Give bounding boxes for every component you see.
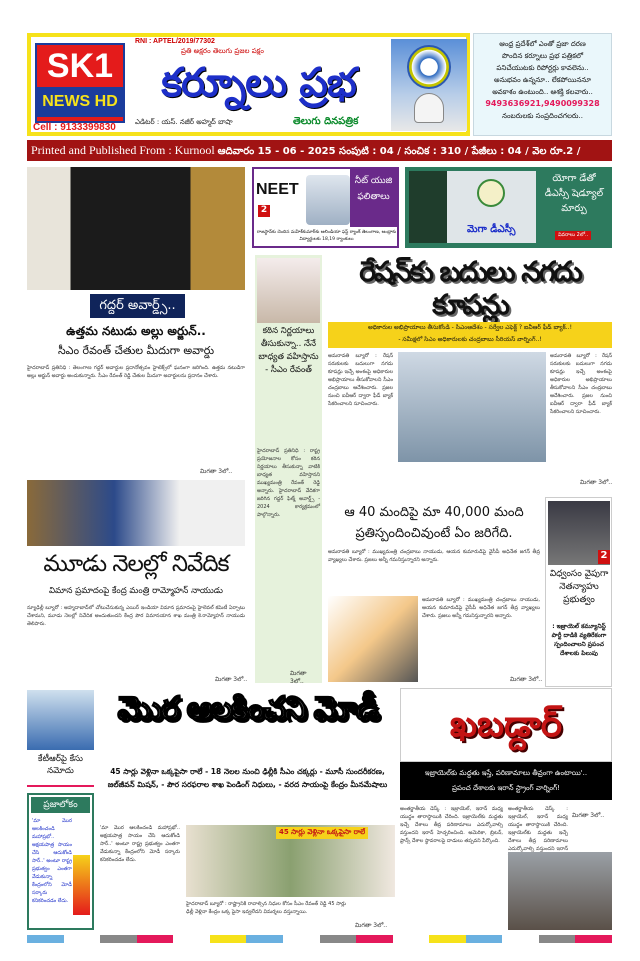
modi-subhead: 45 సార్లు వెళ్లినా ఒక్కపైసా రాలే - 18 నెలల నుంచి ఢిల్లీకి సీఎం చక్కర్లు - మూసీ సుందరీకరణ, జల్‌జీవన్ మిషన్, - పౌర సరఫరాల శాఖ పెండింగ్ నిధులు, - వరద సాయంపై కేంద్రం మీనమేషాలు xyxy=(107,767,388,789)
ration-body-col2: అమరావతి బ్యూరో : రేషన్ సరుకులకు బదులుగా నగదు కూపన్లు ఇచ్చే అంశంపై అధికారుల అభిప్రాయాలు తీసుకోవాలని సీఎం చంద్రబాబు ఆదేశించారు. ప్రజల నుంచి ఐవీఆర్ ద్వారా ఫీడ్ బ్యాక్ సేకరించాలని సూచించారు. xyxy=(550,353,612,415)
photo-banner: 45 సార్లు వెళ్లినా ఒక్కపైసా రాలే xyxy=(276,827,368,839)
report-subhead: విమాన ప్రమాదంపై కేంద్ర మంత్రి రామ్మోహన్ నాయుడు xyxy=(48,586,224,596)
revanth-body: హైదరాబాద్ ప్రతినిధి : రాష్ట్ర ప్రయోజనాల కోసం కఠిన నిర్ణయాలు తీసుకున్నా వాటికి బాధ్యత వహిస్తానని ముఖ్యమంత్రి రేవంత్ రెడ్డి అన్నారు. హైదరాబాద్ వేదికగా జరిగిన గద్దర్ ఫిల్మ్ అవార్డ్స్ - 2024 కార్యక్రమంలో పాల్గొన్నారు. xyxy=(257,448,320,518)
recruitment-ad xyxy=(473,33,612,136)
ad-phones: 9493636921,9490099328 xyxy=(485,99,600,108)
khabaddar-body: అంతర్జాతీయ డెస్క్ : ఇజ్రాయెల్, ఇరాన్ మధ్య యుద్ధం తారాస్థాయికి చేరింది. ఇజ్రాయెల్‌కు మద్దతు ఇచ్చే దేశాలు తీవ్ర పరిణామాలు ఎదుర్కోవాల్సి వస్తుందని ఇరాన్ హెచ్చరించింది. అమెరికా, బ్రిటన్, ఫ్రాన్స్ దేశాల స్థావరాలపై దాడులు తప్పవని పేర్కొంది. xyxy=(400,806,503,844)
dsc-title: యోగా డేతో డీఎస్సీ షెడ్యూల్ మార్పు xyxy=(544,173,604,214)
continued-link[interactable]: మిగతా 3లో.. xyxy=(355,922,388,929)
ration-sub-2: - సమీక్షలో సిఎం అధికారులకు చంద్రబాబు సీరియస్ వార్నింగ్..! xyxy=(398,336,542,343)
ad-closing: నంబరులకు సంప్రదించగలరు.. xyxy=(502,112,583,120)
editor-name: ఎడిటర్ : యస్. నజీర్ అహ్మద్ బాషా xyxy=(135,118,233,126)
ad-line: ఆంధ్ర ప్రదేశ్‌లో ఎంతో ప్రజా దరణ xyxy=(499,40,586,48)
ad-line: పొందిన కర్నూలు ప్రభ పత్రికలో xyxy=(501,52,584,60)
ad-line: పనిచేయుటకు రిపోర్టర్లు కావలెను.. xyxy=(496,64,589,72)
netanyahu-headline: విధ్వంసం వైపుగా నెతన్యాహు ప్రభుత్వం xyxy=(549,569,609,605)
ration-subhead xyxy=(328,322,612,348)
seal-icon xyxy=(407,45,451,89)
press-conference-photo xyxy=(27,480,245,546)
stethoscope-image xyxy=(306,175,350,225)
prajalokam-box xyxy=(27,793,94,930)
divider xyxy=(27,785,94,787)
sk1-news-logo xyxy=(35,43,125,123)
issue-details: ఆదివారం 15 - 06 - 2025 సంపుటి : 04 / సంచిక : 310 / పేజీలు : 04 / వెల రూ.2 / xyxy=(217,146,581,157)
ration-headline: రేషన్‌కు బదులు నగదు కూపన్లు xyxy=(359,255,581,321)
gaddar-body: హైదరాబాద్ ప్రతినిధి : తెలంగాణ గద్దర్ అవార్డుల ప్రదానోత్సవం హైటెక్స్‌లో ఘనంగా జరిగింది. ఉత్తమ నటుడిగా అల్లు అర్జున్ అవార్డు అందుకున్నారు. సీఎం రేవంత్ రెడ్డి చేతుల మీదుగా అవార్డులను ప్రదానం చేశారు. xyxy=(27,365,245,379)
forty-headline-1: ఆ 40 మందిపై మా 40,000 మంది xyxy=(344,505,524,520)
continued-link[interactable]: మిగతా 3లో.. xyxy=(510,676,543,683)
neet-title: నీట్ యుజి ఫలితాలు xyxy=(350,169,397,227)
khabaddar-subhead xyxy=(400,762,612,800)
ap-emblem-icon xyxy=(477,179,505,207)
forty-body-col2: అమరావతి బ్యూరో : ముఖ్యమంత్రి చంద్రబాబు నాయుడు, ఆయన కుమారుడిపై వైసీపీ అధినేత జగన్ తీవ్ర వ్యాఖ్యలు చేశారు. ప్రజలు అన్నీ గమనిస్తున్నారని అన్నారు. xyxy=(422,597,540,619)
prajalokam-body: 'మా మొర ఆలకించండి మహాప్రభో.. అక్షయపాత్ర సాయం చేసి ఆదుకోండి సార్..' అంటూ రాష్ట్ర ప్రభుత్వం ఎంతగా వేడుకున్నా కేంద్రంలోని మోడీ సర్కారు కనికరించడం లేదు. xyxy=(32,818,72,904)
prajalokam-title: ప్రజాలోకం xyxy=(31,797,90,813)
continued-link[interactable]: మిగతా 3లో.. xyxy=(200,468,233,475)
report-headline: మూడు నెలల్లో నివేదిక xyxy=(43,551,229,577)
mega-dsc-box xyxy=(405,167,612,248)
ad-line: అవకాశం ఉంటుంది.. ఆశక్తి కలవారు.. xyxy=(492,88,593,96)
tagline: ప్రతి అక్షరం తెలుగు ప్రజల పక్షం xyxy=(181,47,264,55)
logo-main: SK1 xyxy=(46,47,114,85)
khabaddar-sub-2: ప్రపంచ దేశాలకు ఇరాన్ స్ట్రాంగ్ వార్నింగ్! xyxy=(452,784,560,792)
gaddar-headline-1: ఉత్తమ నటుడు అల్లు అర్జున్.. xyxy=(66,324,206,338)
khabaddar-sub-1: ఇజ్రాయెల్‌కు మద్దతు ఇస్తే, పరిణామాలు తీవ్రంగా ఉంటాయి'.. xyxy=(424,769,588,777)
ktr-caption: కేటీఆర్‌పై కేసు నమోదు xyxy=(38,754,83,776)
netanyahu-column xyxy=(545,497,612,687)
revanth-headline: కఠిన నిర్ణయాలు తీసుకున్నా.. నేనే బాధ్యత వహిస్తాను - సీఎం రేవంత్ xyxy=(258,326,319,375)
page-badge: 2 xyxy=(258,205,270,217)
report-body: న్యూఢిల్లీ బ్యూరో : అహ్మదాబాద్‌లో చోటుచేసుకున్న ఎయిర్ ఇండియా విమాన ప్రమాదంపై హైలెవల్ కమిటీ ఏర్పాటు చేశామని, మూడు నెలల్లో నివేదిక అందుతుందని కేంద్ర పౌర విమానయాన శాఖ మంత్రి కె.రామ్మోహన్ నాయుడు తెలిపారు. xyxy=(27,605,245,627)
date-bar xyxy=(27,140,612,161)
continued-link[interactable]: మిగతా 3లో.. xyxy=(290,670,307,685)
neet-brand: NEET xyxy=(256,181,299,198)
page-badge: 2 xyxy=(598,550,610,564)
forty-body: అమరావతి బ్యూరో : ముఖ్యమంత్రి చంద్రబాబు నాయుడు, ఆయన కుమారుడిపై వైసీపీ అధినేత జగన్ తీవ్ర వ్యాఖ్యలు చేశారు. ప్రజలు అన్నీ గమనిస్తున్నారని అన్నారు. xyxy=(328,549,540,563)
neet-caption: రాజస్థాన్‌కు చెందిన మహేశ్‌కుమార్‌కు ఆలిండియా ఫస్ట్ ర్యాంక్ తెలంగాణ, ఆంధ్రాకు విద్యార్థులకు 18,19 ర్యాంకులు xyxy=(256,230,397,242)
ad-line: అనుభవం ఉన్ననూ.. లేకపోయిననూ xyxy=(493,76,592,84)
ration-body: అమరావతి బ్యూరో : రేషన్ సరుకులకు బదులుగా నగదు కూపన్లు ఇచ్చే అంశంపై అధికారుల అభిప్రాయాలు తీసుకోవాలని సీఎం చంద్రబాబు ఆదేశించారు. ప్రజల నుంచి ఐవీఆర్ ద్వారా ఫీడ్ బ్యాక్ సేకరించాలని సూచించారు. xyxy=(328,353,393,407)
jagan-photo xyxy=(328,596,418,682)
khabaddar-body-col2: అంతర్జాతీయ డెస్క్ : ఇజ్రాయెల్, ఇరాన్ మధ్య యుద్ధం తారాస్థాయికి చేరింది. ఇజ్రాయెల్‌కు మద్దతు ఇచ్చే దేశాలు తీవ్ర పరిణామాలు ఎదుర్కోవాల్సి వస్తుందని ఇరాన్ xyxy=(508,806,568,852)
ration-sub-1: అధికారుల అభిప్రాయాలు తీసుకోండి - సిఎంఆదేశం - సర్వేల ఎఫెక్ట్ ? ఐవీఆర్ ఫీడ్ బ్యాక్..! xyxy=(368,324,572,331)
ktr-photo xyxy=(27,690,94,750)
modi-revanth-photo xyxy=(186,825,395,897)
neet-box xyxy=(252,167,399,248)
modi-body: హైదరాబాద్ బ్యూరో : రాష్ట్రానికి రావాల్సిన నిధుల కోసం సీఎం రేవంత్ రెడ్డి 45 సార్లు ఢిల్లీ వెళ్లినా కేంద్రం ఒక్క పైసా ఇవ్వలేదని విమర్శలు వస్తున్నాయి. xyxy=(186,901,346,915)
printed-from: Printed and Published From : Kurnool xyxy=(31,143,215,157)
revanth-column xyxy=(255,255,322,683)
continued-link[interactable]: వివరాలు 2లో.. xyxy=(555,231,591,240)
continued-link[interactable]: మిగతా 3లో.. xyxy=(580,479,613,486)
rni-number: RNI : APTEL/2019/77302 xyxy=(135,38,215,45)
khabaddar-headline: ఖబడ్దార్ xyxy=(449,704,563,745)
gaddar-awards-photo xyxy=(27,167,245,290)
editor-photo xyxy=(414,93,444,123)
forty-headline-2: ప్రతిస్పందించివుంటే ఏం జరిగేది. xyxy=(355,526,513,541)
continued-link[interactable]: మిగతా 3లో.. xyxy=(572,812,605,819)
cartoon-figure xyxy=(73,855,90,915)
newspaper-title: కర్నూలు ప్రభ xyxy=(161,60,356,106)
masthead xyxy=(27,33,470,136)
modi-side-body: 'మా మొర ఆలకించండి మహాప్రభో.. అక్షయపాత్ర సాయం చేసి ఆదుకోండి సార్..' అంటూ రాష్ట్ర ప్రభుత్వం ఎంతగా వేడుకున్నా కేంద్రంలోని మోడీ సర్కారు కనికరించడం లేదు. xyxy=(100,825,180,863)
mega-dsc-logo: మెగా డీఎస్సీ xyxy=(467,224,516,235)
logo-sub: NEWS HD xyxy=(37,87,123,117)
revanth-photo xyxy=(257,258,320,323)
gaddar-label: గద్దర్ అవార్డ్స్.. xyxy=(90,294,185,318)
continued-link[interactable]: మిగతా 3లో.. xyxy=(215,676,248,683)
netanyahu-subhead: : ఇజ్రాయెల్ కమ్యూనిస్ట్ పార్టీ దాడికి వ్యతిరేకంగా స్పందించాలని ప్రపంచ దేశాలకు పిలుపు xyxy=(551,623,607,657)
ration-meeting-photo xyxy=(398,352,546,462)
forty-headline xyxy=(328,502,540,544)
logo-cell: Cell : 9133399830 xyxy=(33,122,116,133)
modi-headline: మొర ఆలకించని మోడీ xyxy=(117,689,378,727)
daily-label: తెలుగు దినపత్రిక xyxy=(293,116,359,127)
gaddar-headline-2: సీఎం రేవంత్ చేతుల మీదుగా అవార్డు xyxy=(57,344,215,357)
journalist-association-emblem xyxy=(391,39,467,131)
color-registration-strip xyxy=(27,935,612,943)
war-damage-photo xyxy=(508,852,612,930)
